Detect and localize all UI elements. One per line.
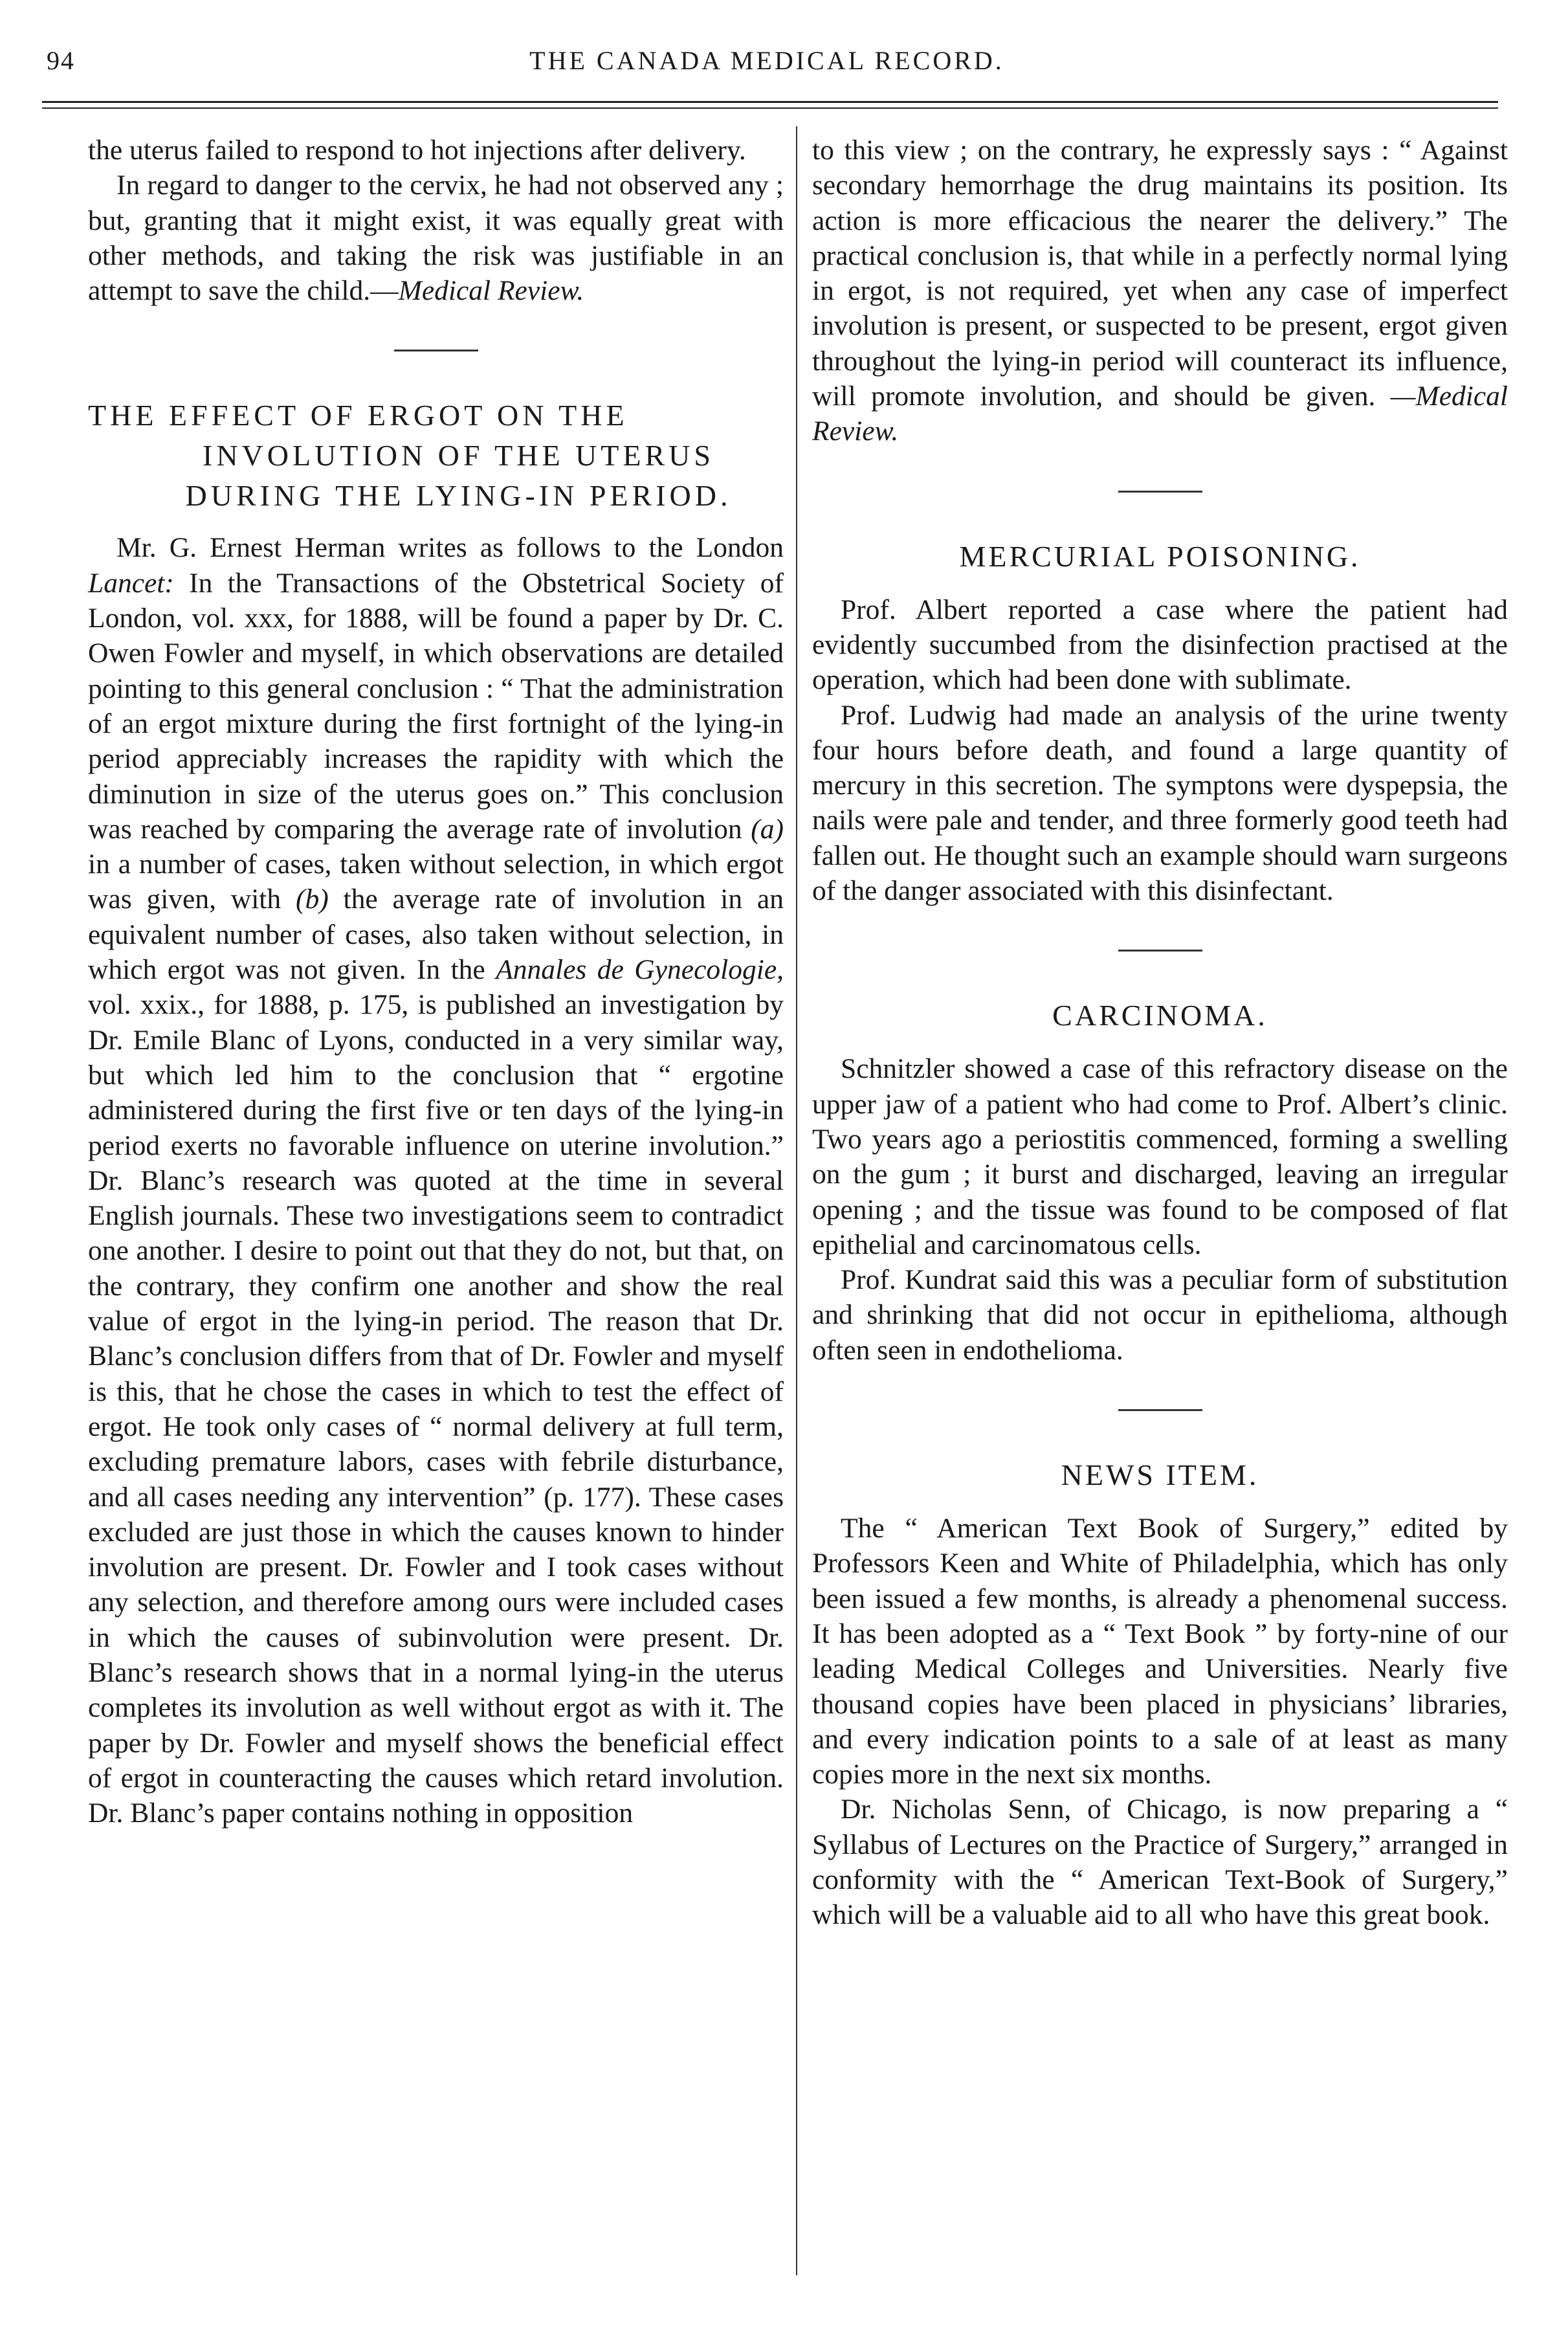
section-separator [1118, 950, 1202, 952]
body-text: the average rate of involution in an equivalent number of cases, also taken without selection, in which ergot was not given. In the [88, 884, 784, 986]
label-b: (b) [295, 884, 329, 915]
right-column [812, 133, 1508, 1933]
body-text: in a number of cases, taken without selection, in which ergot was given, with [88, 849, 784, 915]
label-a: (a) [751, 813, 784, 845]
article-body [88, 530, 784, 1831]
title-line: THE EFFECT OF ERGOT ON THE [88, 399, 628, 432]
paragraph [812, 133, 1508, 449]
section-title: MERCURIAL POISONING. [959, 539, 1361, 573]
paragraph: Prof. Ludwig had made an analysis of the urine twenty four hours before death, and found a large quantity of mercury in this secretion. The symptons were dyspepsia, the nails were pale and tender, and three formerly good teeth had fallen out. He thought such an example should warn surgeons of the danger associated with this disinfectant. [812, 699, 1508, 907]
paragraph: Prof. Kundrat said this was a peculiar form of substitution and shrinking that did not occur in epithelioma, although often seen in endothelioma. [812, 1264, 1508, 1366]
page-number: 94 [47, 46, 75, 75]
paragraph: the uterus failed to respond to hot injections after delivery. [88, 135, 746, 166]
page-header [39, 45, 1495, 84]
journal-name: Annales de Gynecologie, [496, 954, 784, 986]
paragraph: Schnitzler showed a case of this refractory disease on the upper jaw of a patient who had come to Prof. Albert’s clinic. Two years ago a periostitis commenced, forming a swelling on the gum ; it burst and discharged, leaving an irregular opening ; and the tissue was found to be composed of flat epithelial and carcinomatous cells. [812, 1053, 1508, 1260]
paragraph: Prof. Albert reported a case where the patient had evidently succumbed from the disinfection practised at the operation, which had been done with sublimate. [812, 594, 1508, 696]
paragraph: The “ American Text Book of Surgery,” edited by Professors Keen and White of Philadelphia, which has only been issued a few months, is already a phenomenal success. It has been adopted as a “ Text Book ” by forty-nine of our leading Medical Colleges and Universities. Nearly five thousand copies have been placed in physicians’ libraries, and every indication points to a sale of at least as many copies more in the next six months. [812, 1513, 1508, 1790]
paragraph: Dr. Nicholas Senn, of Chicago, is now preparing a “ Syllabus of Lectures on the Practice of Surgery,” arranged in conformity with the “ American Text-Book of Surgery,” which will be a valuable aid to all who have this great book. [812, 1794, 1508, 1931]
left-column [88, 133, 784, 1831]
header-rule [42, 101, 1498, 103]
section-separator [1118, 1409, 1202, 1411]
journal-name: Lancet: [88, 567, 174, 599]
paragraph [88, 168, 784, 308]
body-text: In the Transactions of the Obstetrical Society of London, vol. xxx, for 1888, will be found a paper by Dr. C. Owen Fowler and myself, in which observations are detailed pointing to this general conclusion : “ That the administration of an ergot mixture during the first fortnight of the lying-in period appreciably increases the rapidity with which the diminution in size of the uterus goes on.” This conclusion was reached by comparing the average rate of involution [88, 567, 784, 845]
running-title: THE CANADA MEDICAL RECORD. [529, 46, 1004, 75]
source-citation: —Medical Review. [812, 381, 1508, 447]
section-title: NEWS ITEM. [1061, 1458, 1259, 1492]
body-text: Mr. G. Ernest Herman writes as follows to the London [116, 532, 784, 564]
paragraph-text: In regard to danger to the cervix, he had not observed any ; but, granting that it might exist, it was equally great with other methods, and taking the risk was justifiable in an attempt to save the child.— [88, 170, 784, 307]
column-divider [796, 126, 797, 2275]
section-separator [1118, 491, 1202, 493]
body-text: vol. xxix., for 1888, p. 175, is published an investigation by Dr. Emile Blanc of Lyons, conducted in a very similar way, but which led him to the conclusion that “ ergotine administered during the first five or ten days of the lying-in period exerts no favorable influence on uterine involution.” Dr. Blanc’s research was quoted at the time in several English journals. These two investigations seem to contradict one another. I desire to point out that they do not, but that, on the contrary, they confirm one another and show the real value of ergot in the lying-in period. The reason that Dr. Blanc’s conclusion differs from that of Dr. Fowler and myself is this, that he chose the cases in which to test the effect of ergot. He took only cases of “ normal delivery at full term, excluding premature labors, cases with febrile disturbance, and all cases needing any intervention” (p. 177). These cases excluded are just those in which the causes known to hinder involution are present. Dr. Fowler and I took cases without any selection, and therefore among ours were included cases in which the causes of subinvolution were present. Dr. Blanc’s research shows that in a normal lying-in the uterus completes its involution as well without ergot as with it. The paper by Dr. Fowler and myself shows the beneficial effect of ergot in counteracting the causes which retard involution. Dr. Blanc’s paper contains nothing in opposition [88, 989, 784, 1829]
title-line: INVOLUTION OF THE UTERUS [203, 439, 714, 473]
paragraph-text: to this view ; on the contrary, he expressly says : “ Against secondary hemorrhage the drug maintains its position. Its action is more efficacious the nearer the delivery.” The practical conclusion is, that while in a perfectly normal lying in ergot, is not required, yet when any case of imperfect involution is present, or suspected to be present, ergot given throughout the lying-in period will counteract its influence, will promote involution, and should be given. [812, 135, 1508, 412]
section-separator [394, 350, 478, 351]
header-rule-thin [42, 107, 1498, 109]
section-title: CARCINOMA. [1052, 999, 1268, 1032]
source-citation: Medical Review. [398, 275, 584, 307]
article-title [88, 395, 784, 516]
title-line: DURING THE LYING-IN PERIOD. [185, 479, 732, 513]
